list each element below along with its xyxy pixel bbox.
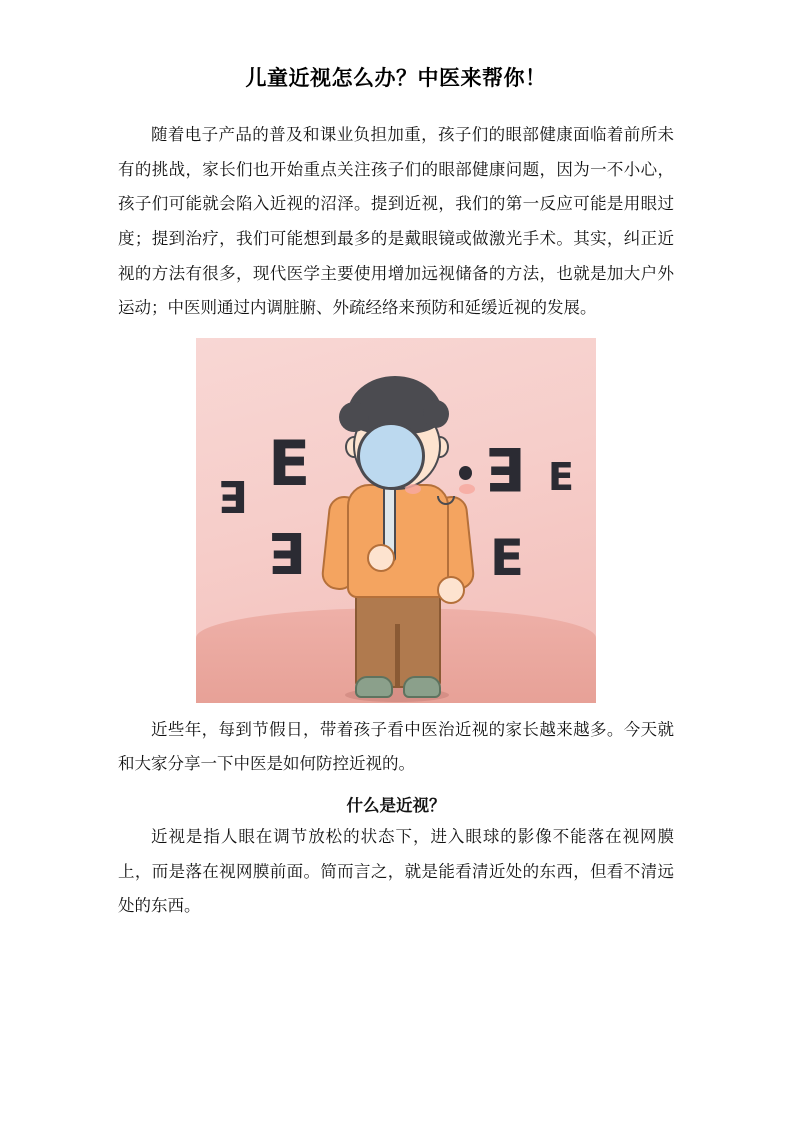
eye-right	[459, 466, 472, 480]
pants	[355, 588, 441, 688]
boy-figure-icon	[311, 376, 481, 696]
figure-illustration	[118, 338, 674, 703]
eye-chart-letter-icon: E	[489, 528, 524, 587]
hand-left	[367, 544, 395, 572]
eye-chart-letter-icon: E	[268, 426, 311, 500]
document-body	[118, 62, 674, 928]
paragraph-definition: 近视是指人眼在调节放松的状态下，进入眼球的影像不能落在视网膜上，而是落在视网膜前面。简而言之，就是能看清近处的东西，但看不清远处的东西。	[118, 828, 674, 916]
eye-occluder-disc	[357, 422, 425, 490]
shoe-left	[355, 676, 393, 698]
paragraph-intro: 随着电子产品的普及和课业负担加重，孩子们的眼部健康面临着前所未有的挑战，家长们也开始重点关注孩子们的眼部健康问题，因为一不小心，孩子们可能就会陷入近视的沼泽。提到近视，我们的第一反应可能是用眼过度；提到治疗，我们可能想到最多的是戴眼镜或做激光手术。其实，纠正近视的方法有很多，现代医学主要使用增加远视储备的方法，也就是加大户外运动；中医则通过内调脏腑、外疏经络来预防和延缓近视的发展。	[118, 126, 674, 318]
hand-right	[437, 576, 465, 604]
shoe-right	[403, 676, 441, 698]
shirt	[347, 484, 449, 598]
section-heading-what-is-myopia: 什么是近视？	[346, 797, 446, 816]
eye-chart-letter-icon: E	[548, 454, 574, 499]
illustration-canvas	[196, 338, 596, 703]
eye-chart-letter-icon: E	[268, 518, 307, 584]
page-title: 儿童近视怎么办？中医来帮你！	[245, 67, 547, 90]
eye-chart-letter-icon: E	[218, 469, 249, 521]
paragraph-after-figure: 近些年，每到节假日，带着孩子看中医治近视的家长越来越多。今天就和大家分享一下中医是如何防控近视的。	[118, 720, 674, 774]
eye-chart-letter-icon: E	[485, 432, 526, 503]
cheek-right	[459, 484, 475, 494]
